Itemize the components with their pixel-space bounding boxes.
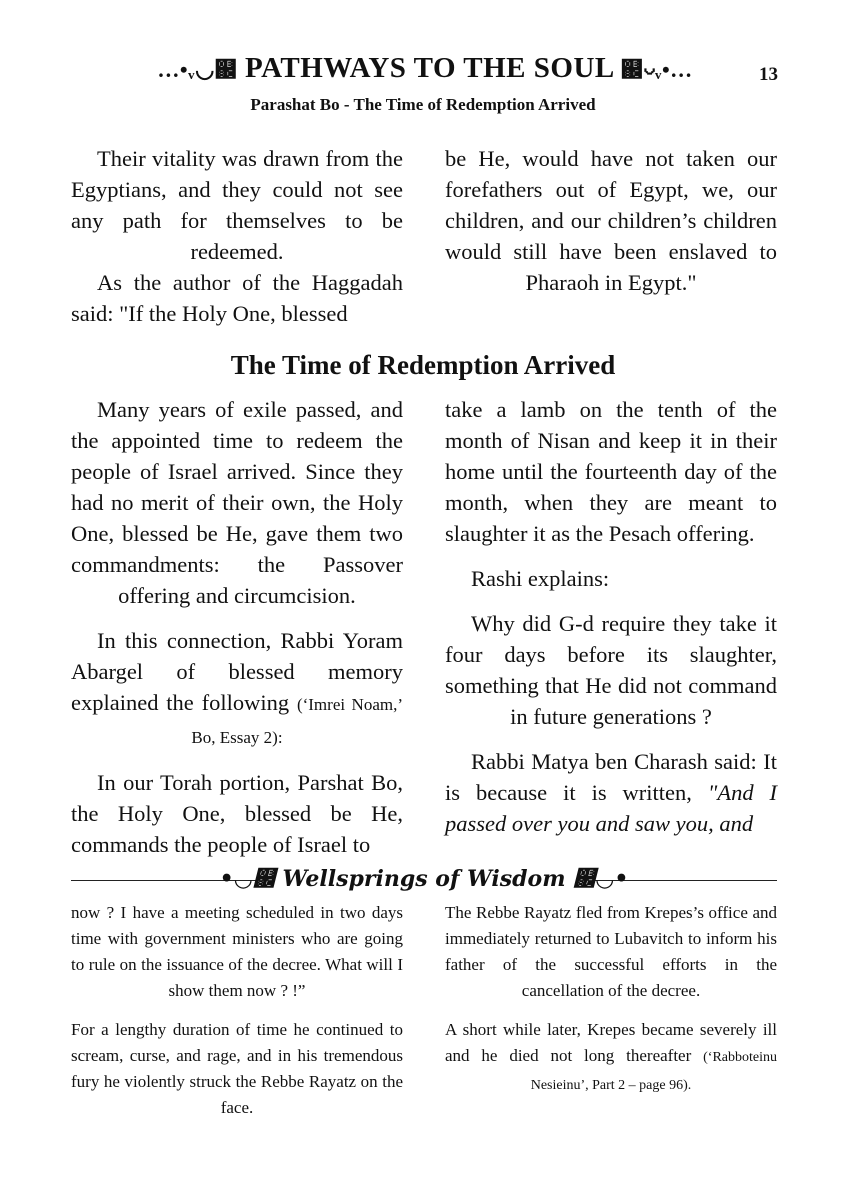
top-right-column bbox=[445, 143, 777, 298]
wellsprings-heading-text: Wellsprings of Wisdom bbox=[282, 866, 566, 892]
wellsprings-right-column bbox=[445, 900, 777, 1099]
wellsprings-heading bbox=[71, 866, 777, 892]
paragraph: be He, would have not taken our forefathers out of Egypt, we, our children, and our children’s children would still have been enslaved to Pharaoh in Egypt." bbox=[445, 146, 777, 295]
paragraph: take a lamb on the tenth of the month of Nisan and keep it in their home until the fourteenth day of the month, when they are meant to slaughter it as the Pesach offering. bbox=[445, 397, 777, 546]
paragraph-text: In this connection, Rabbi Yoram Abargel of blessed memory explained the following bbox=[71, 628, 403, 715]
paragraph: Why did G-d require they take it four days before its slaughter, something that He did not command in future generations ? bbox=[445, 611, 777, 729]
book-title-text: PATHWAYS TO THE SOUL bbox=[245, 52, 614, 84]
citation: (‘Rabboteinu Nesieinu’, Part 2 – page 96). bbox=[530, 1050, 778, 1093]
paragraph: As the author of the Haggadah said: "If the Holy One, blessed bbox=[71, 270, 403, 326]
chapter-subtitle: Parashat Bo - The Time of Redemption Arrived bbox=[250, 95, 596, 114]
paragraph bbox=[445, 1017, 777, 1099]
main-right-column bbox=[445, 394, 777, 839]
wellsprings-divider bbox=[71, 866, 777, 896]
paragraph: Rashi explains: bbox=[471, 566, 610, 591]
page-number: 13 bbox=[759, 64, 778, 85]
paragraph: For a lengthy duration of time he continued to scream, curse, and rage, and in his tremendous fury he violently struck the Rebbe Rayatz on the face. bbox=[71, 1020, 403, 1117]
book-title bbox=[130, 52, 720, 85]
page-header bbox=[0, 52, 846, 92]
section-heading: The Time of Redemption Arrived bbox=[230, 350, 616, 380]
paragraph-text: Rabbi Matya ben Charash said: It is because it is written, bbox=[445, 749, 777, 805]
paragraph: In our Torah portion, Parshat Bo, the Holy One, blessed be He, commands the people of Israel to bbox=[71, 770, 403, 857]
ornament-left-icon: …•ᵥ◡஌ bbox=[157, 57, 238, 82]
ornament-right-icon: ஌◡• bbox=[573, 866, 629, 892]
citation: (‘Imrei Noam,’ Bo, Essay 2): bbox=[191, 695, 404, 747]
ornament-right-icon: ஌◡ᵥ•… bbox=[620, 57, 693, 82]
top-left-column bbox=[71, 143, 403, 329]
paragraph bbox=[445, 746, 777, 839]
quote: "And I passed over you and saw you, and bbox=[445, 780, 778, 836]
paragraph bbox=[71, 625, 403, 753]
paragraph: now ? I have a meeting scheduled in two days time with government ministers who are going to rule on the issuance of the decree. What will I show them now ? !” bbox=[71, 903, 403, 1000]
paragraph: The Rebbe Rayatz fled from Krepes’s office and immediately returned to Lubavitch to inform his father of the successful efforts in the cancellation of the decree. bbox=[445, 903, 777, 1000]
main-left-column bbox=[71, 394, 403, 860]
paragraph: Their vitality was drawn from the Egyptians, and they could not see any path for themselves to be redeemed. bbox=[71, 146, 403, 264]
wellsprings-left-column bbox=[71, 900, 403, 1121]
paragraph-text: A short while later, Krepes became severely ill and he died not long thereafter bbox=[445, 1020, 777, 1065]
paragraph: Many years of exile passed, and the appointed time to redeem the people of Israel arrived. Since they had no merit of their own, the Holy One, blessed be He, gave them two commandments: the Passover offering and circumcision. bbox=[71, 397, 403, 608]
ornament-left-icon: •◡஌ bbox=[219, 866, 275, 892]
